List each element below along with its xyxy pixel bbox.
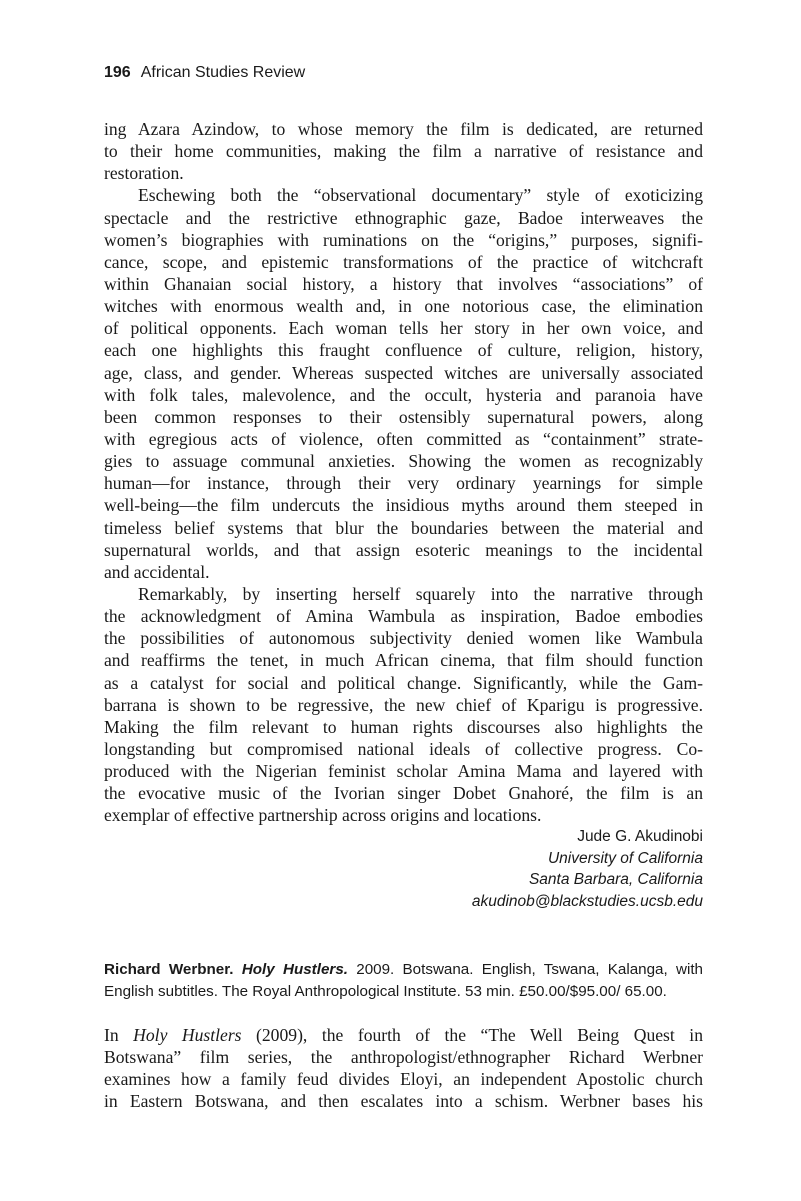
text-line: Remarkably, by inserting herself squarely into the narrative through <box>138 583 703 604</box>
reviewer-signature <box>472 826 703 912</box>
running-header <box>104 64 305 82</box>
text-line: barrana is shown to be regressive, the new chief of Kparigu is progressive. <box>104 694 703 715</box>
text-line: Making the film relevant to human rights discourses also highlights the <box>104 716 703 737</box>
reviewer-email: akudinob@blackstudies.ucsb.edu <box>471 892 703 910</box>
text-line: with folk tales, malevolence, and the occult, hysteria and paranoia have <box>104 384 703 405</box>
film-citation <box>104 959 703 1003</box>
journal-title: African Studies Review <box>140 64 306 81</box>
text-line: and reaffirms the tenet, in much African cinema, that film should function <box>104 650 703 671</box>
text-line: the possibilities of autonomous subjectivity denied women like Wambula <box>104 628 703 649</box>
citation-title: Holy Hustlers. <box>241 961 348 978</box>
text-line: women’s biographies with ruminations on the “origins,” purposes, signifi- <box>104 229 703 250</box>
text-line: examines how a family feud divides Eloyi, an independent Apostolic church <box>104 1069 703 1090</box>
text-line: spectacle and the restrictive ethnographic gaze, Badoe interweaves the <box>104 207 703 228</box>
text-line: gies to assuage communal anxieties. Showing the women as recognizably <box>104 451 703 472</box>
reviewer-institution: University of California <box>547 849 703 867</box>
text-line: the evocative music of the Ivorian singer Dobet Gnahoré, the film is an <box>104 783 703 804</box>
review2-body <box>104 1024 703 1113</box>
text-line: ing Azara Azindow, to whose memory the film is dedicated, are returned <box>104 119 703 139</box>
page-number: 196 <box>104 64 131 81</box>
text-line: to their home communities, making the film a narrative of resistance and <box>104 141 703 162</box>
reviewer-name: Jude G. Akudinobi <box>577 828 703 845</box>
citation-details-2: English subtitles. The Royal Anthropological Institute. 53 min. £50.00/$95.00/ 65.00. <box>104 983 667 1000</box>
review-body <box>104 118 703 827</box>
text-line: cance, scope, and epistemic transformations of the practice of witchcraft <box>104 251 703 272</box>
citation-details: 2009. Botswana. English, Tswana, Kalanga, with <box>348 961 703 978</box>
text-line: Botswana” film series, the anthropologist/ethnographer Richard Werbner <box>104 1047 703 1068</box>
text-line: with egregious acts of violence, often committed as “containment” strate- <box>104 428 703 449</box>
text-line: of political opponents. Each woman tells her story in her own voice, and <box>104 318 703 339</box>
text-line: Eschewing both the “observational documentary” style of exoticizing <box>138 185 703 206</box>
text-line: as a catalyst for social and political change. Significantly, while the Gam- <box>104 672 703 693</box>
text-line: each one highlights this fraught confluence of culture, religion, history, <box>104 340 703 361</box>
text-line: In Holy Hustlers (2009), the fourth of the “The Well Being Quest in <box>104 1025 703 1045</box>
text-line: the acknowledgment of Amina Wambula as inspiration, Badoe embodies <box>104 606 703 627</box>
text-line: well-being—the film undercuts the insidious myths around them steeped in <box>104 495 703 516</box>
text-line: longstanding but compromised national ideals of collective progress. Co- <box>104 738 703 759</box>
film-title: Holy Hustlers <box>133 1025 242 1045</box>
text-line: human—for instance, through their very ordinary yearnings for simple <box>104 473 703 494</box>
text-line: age, class, and gender. Whereas suspected witches are universally associated <box>104 362 703 383</box>
text-line: restoration. <box>104 163 184 184</box>
citation-author: Richard Werbner. <box>104 961 234 978</box>
text-line: timeless belief systems that blur the boundaries between the material and <box>104 517 703 538</box>
text-line: been common responses to their ostensibly supernatural powers, along <box>104 406 703 427</box>
text-line: produced with the Nigerian feminist scholar Amina Mama and layered with <box>104 761 703 782</box>
text-line: witches with enormous wealth and, in one notorious case, the elimination <box>104 296 703 317</box>
text-line: within Ghanaian social history, a history that involves “associations” of <box>104 273 703 294</box>
reviewer-location: Santa Barbara, California <box>528 871 703 889</box>
text-line: exemplar of effective partnership across origins and locations. <box>104 805 542 826</box>
text-line: and accidental. <box>104 561 210 582</box>
text-line: supernatural worlds, and that assign esoteric meanings to the incidental <box>104 539 703 560</box>
text-line: in Eastern Botswana, and then escalates into a schism. Werbner bases his <box>104 1091 703 1112</box>
